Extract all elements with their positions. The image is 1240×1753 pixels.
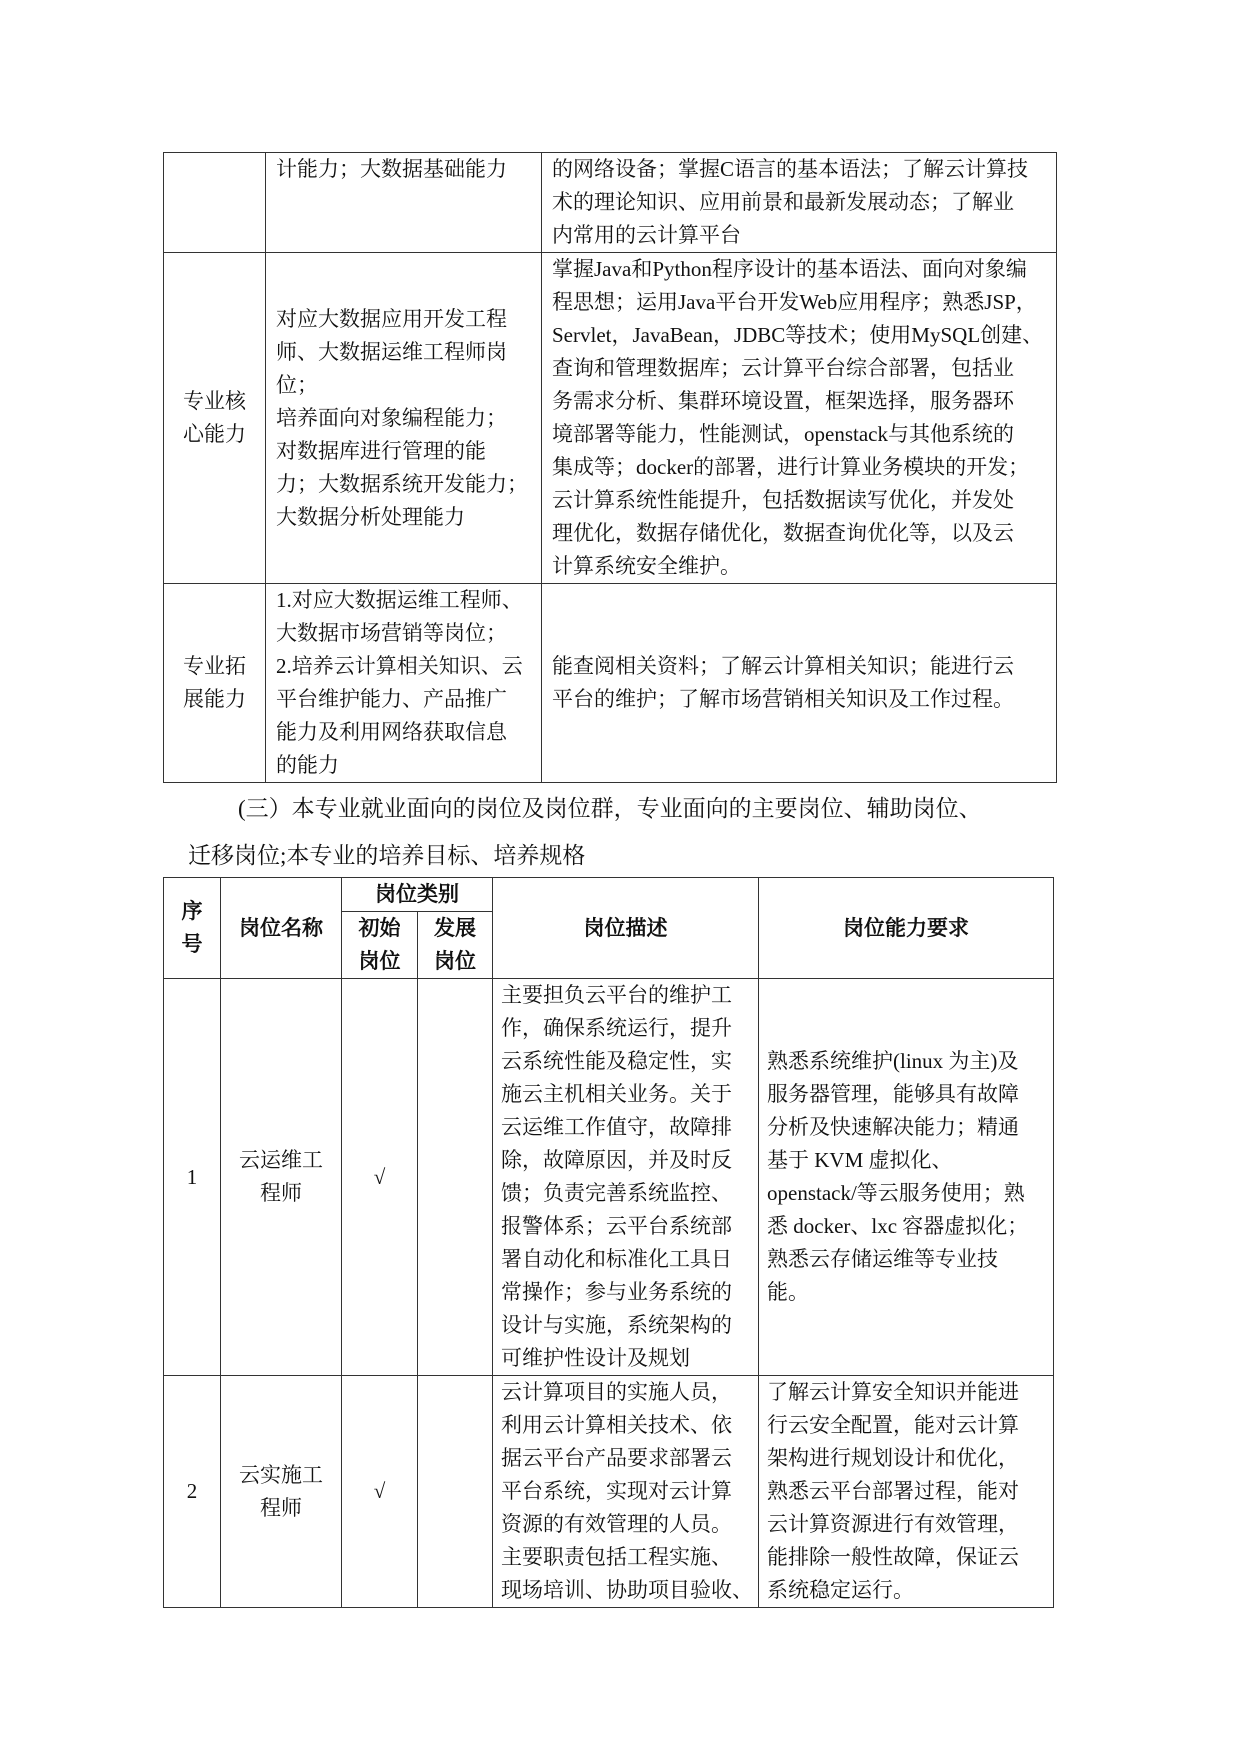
text-line: 集成等；docker的部署，进行计算业务模块的开发；: [552, 455, 1030, 479]
text-line: 云系统性能及稳定性，实: [501, 1049, 732, 1073]
name-cell: [221, 1376, 342, 1608]
text-line: 署自动化和标准化工具日: [501, 1247, 732, 1271]
text-line: 境部署等能力，性能测试，openstack与其他系统的: [552, 422, 1014, 446]
section-heading-line-1: (三）本专业就业面向的岗位及岗位群，专业面向的主要岗位、辅助岗位、: [238, 796, 982, 821]
text-line: 施云主机相关业务。关于: [501, 1082, 732, 1106]
text-line: 1.对应大数据运维工程师、: [276, 588, 523, 612]
text-line: 主要担负云平台的维护工: [501, 983, 732, 1007]
text-line: 岗位: [434, 949, 476, 973]
text-line: 程思想；运用Java平台开发Web应用程序；熟悉JSP，: [552, 290, 1037, 314]
text-line: 务需求分析、集群环境设置，框架选择，服务器环: [552, 389, 1014, 413]
initial-cell: √: [342, 1376, 418, 1608]
text-line: 查询和管理数据库；云计算平台综合部署，包括业: [552, 356, 1014, 380]
text-line: 据云平台产品要求部署云: [501, 1446, 732, 1470]
text-line: Servlet，JavaBean，JDBC等技术；使用MySQL创建、: [552, 323, 1044, 347]
text-line: 报警体系；云平台系统部: [501, 1214, 732, 1238]
category-cell: [164, 153, 266, 253]
text-line: 基于 KVM 虚拟化、: [767, 1148, 953, 1172]
text-line: 大数据分析处理能力: [276, 504, 465, 529]
text-line: 分析及快速解决能力；精通: [767, 1115, 1019, 1139]
text-line: 能力及利用网络获取信息: [276, 720, 507, 744]
category-cell: [164, 584, 266, 783]
text-line: 的能力: [276, 753, 339, 777]
header-development: [418, 912, 493, 979]
header-description: 岗位描述: [493, 878, 759, 979]
text-line: 能查阅相关资料；了解云计算相关知识；能进行云: [552, 654, 1014, 678]
target-cell: [266, 153, 542, 253]
content-cell: [542, 153, 1057, 253]
job-table: [163, 877, 1054, 1608]
text-line: 岗位: [358, 949, 401, 973]
description-cell: [493, 979, 759, 1376]
table-row: [164, 1376, 1054, 1608]
table-row: [164, 253, 1057, 584]
text-line: 平台系统，实现对云计算: [501, 1479, 732, 1503]
text-line: 设计与实施，系统架构的: [501, 1313, 732, 1337]
text-line: 能排除一般性故障，保证云: [767, 1545, 1019, 1569]
text-line: 现场培训、协助项目验收、: [501, 1578, 753, 1602]
text-line: 展能力: [183, 687, 246, 711]
content-cell: [542, 253, 1057, 584]
text-line: 序: [181, 899, 203, 923]
table-row: [164, 153, 1057, 253]
text-line: 系统稳定运行。: [767, 1578, 914, 1602]
text-line: 熟悉云平台部署过程，能对: [767, 1479, 1019, 1503]
development-cell: [418, 979, 493, 1376]
ability-table: [163, 152, 1057, 783]
text-line: 的网络设备；掌握C语言的基本语法；了解云计算技: [552, 157, 1029, 181]
table-row: [164, 979, 1054, 1376]
no-cell: 1: [164, 979, 221, 1376]
requirements-cell: [759, 979, 1054, 1376]
text-line: 可维护性设计及规划: [501, 1346, 690, 1370]
text-line: 利用云计算相关技术、依: [501, 1413, 732, 1437]
header-no: [164, 878, 221, 979]
text-line: 行云安全配置，能对云计算: [767, 1413, 1019, 1437]
header-row: [164, 878, 1054, 912]
target-cell: [266, 253, 542, 584]
text-line: 熟悉云存储运维等专业技: [767, 1247, 998, 1271]
text-line: 计能力；大数据基础能力: [276, 157, 507, 181]
text-line: 云实施工: [239, 1462, 323, 1487]
text-line: 发展: [434, 916, 476, 940]
text-line: 对应大数据应用开发工程: [276, 306, 507, 331]
text-line: 作，确保系统运行，提升: [501, 1016, 732, 1040]
requirements-cell: [759, 1376, 1054, 1608]
section-heading-line-2: 迁移岗位;本专业的培养目标、培养规格: [188, 843, 586, 868]
target-cell: [266, 584, 542, 783]
category-cell: [164, 253, 266, 584]
initial-cell: √: [342, 979, 418, 1376]
text-line: 馈；负责完善系统监控、: [501, 1181, 732, 1205]
header-initial: [342, 912, 418, 979]
text-line: 云计算系统性能提升，包括数据读写优化，并发处: [552, 488, 1014, 512]
text-line: 力；大数据系统开发能力；: [276, 471, 528, 496]
text-line: 2.培养云计算相关知识、云: [276, 654, 523, 678]
text-line: 程师: [260, 1181, 302, 1205]
text-line: 计算系统安全维护。: [552, 554, 741, 578]
text-line: 云计算项目的实施人员，: [501, 1380, 732, 1404]
text-line: 位；: [276, 372, 318, 397]
text-line: 除，故障原因，并及时反: [501, 1148, 732, 1172]
text-line: 能。: [767, 1280, 809, 1304]
text-line: 云计算资源进行有效管理，: [767, 1512, 1019, 1536]
text-line: 云运维工: [239, 1148, 323, 1172]
text-line: 理优化，数据存储优化，数据查询优化等，以及云: [552, 521, 1014, 545]
text-line: 培养面向对象编程能力；: [276, 405, 507, 430]
text-line: 熟悉系统维护(linux 为主)及: [767, 1049, 1019, 1073]
text-line: 架构进行规划设计和优化，: [767, 1446, 1019, 1470]
header-name: 岗位名称: [221, 878, 342, 979]
text-line: 平台的维护；了解市场营销相关知识及工作过程。: [552, 687, 1014, 711]
text-line: 资源的有效管理的人员。: [501, 1512, 732, 1536]
text-line: 大数据市场营销等岗位；: [276, 621, 507, 645]
text-line: 师、大数据运维工程师岗: [276, 339, 507, 364]
text-line: 了解云计算安全知识并能进: [767, 1380, 1019, 1404]
text-line: 专业拓: [183, 654, 246, 678]
text-line: 号: [181, 932, 203, 956]
text-line: 术的理论知识、应用前景和最新发展动态；了解业: [552, 190, 1014, 214]
content-cell: [542, 584, 1057, 783]
header-category: 岗位类别: [342, 878, 493, 912]
text-line: 悉 docker、lxc 容器虚拟化；: [767, 1214, 1029, 1238]
development-cell: [418, 1376, 493, 1608]
text-line: 掌握Java和Python程序设计的基本语法、面向对象编: [552, 257, 1027, 281]
text-line: 程师: [260, 1495, 302, 1520]
text-line: 服务器管理，能够具有故障: [767, 1082, 1019, 1106]
text-line: 常操作；参与业务系统的: [501, 1280, 732, 1304]
text-line: 初始: [358, 916, 401, 940]
text-line: 主要职责包括工程实施、: [501, 1545, 732, 1569]
text-line: 平台维护能力、产品推广: [276, 687, 507, 711]
text-line: 内常用的云计算平台: [552, 223, 741, 247]
name-cell: [221, 979, 342, 1376]
no-cell: 2: [164, 1376, 221, 1608]
description-cell: [493, 1376, 759, 1608]
text-line: 专业核: [183, 389, 246, 413]
text-line: 云运维工作值守，故障排: [501, 1115, 732, 1139]
text-line: 心能力: [183, 422, 246, 446]
header-requirements: 岗位能力要求: [759, 878, 1054, 979]
table-row: [164, 584, 1057, 783]
text-line: 对数据库进行管理的能: [276, 438, 486, 463]
text-line: openstack/等云服务使用；熟: [767, 1181, 1025, 1205]
